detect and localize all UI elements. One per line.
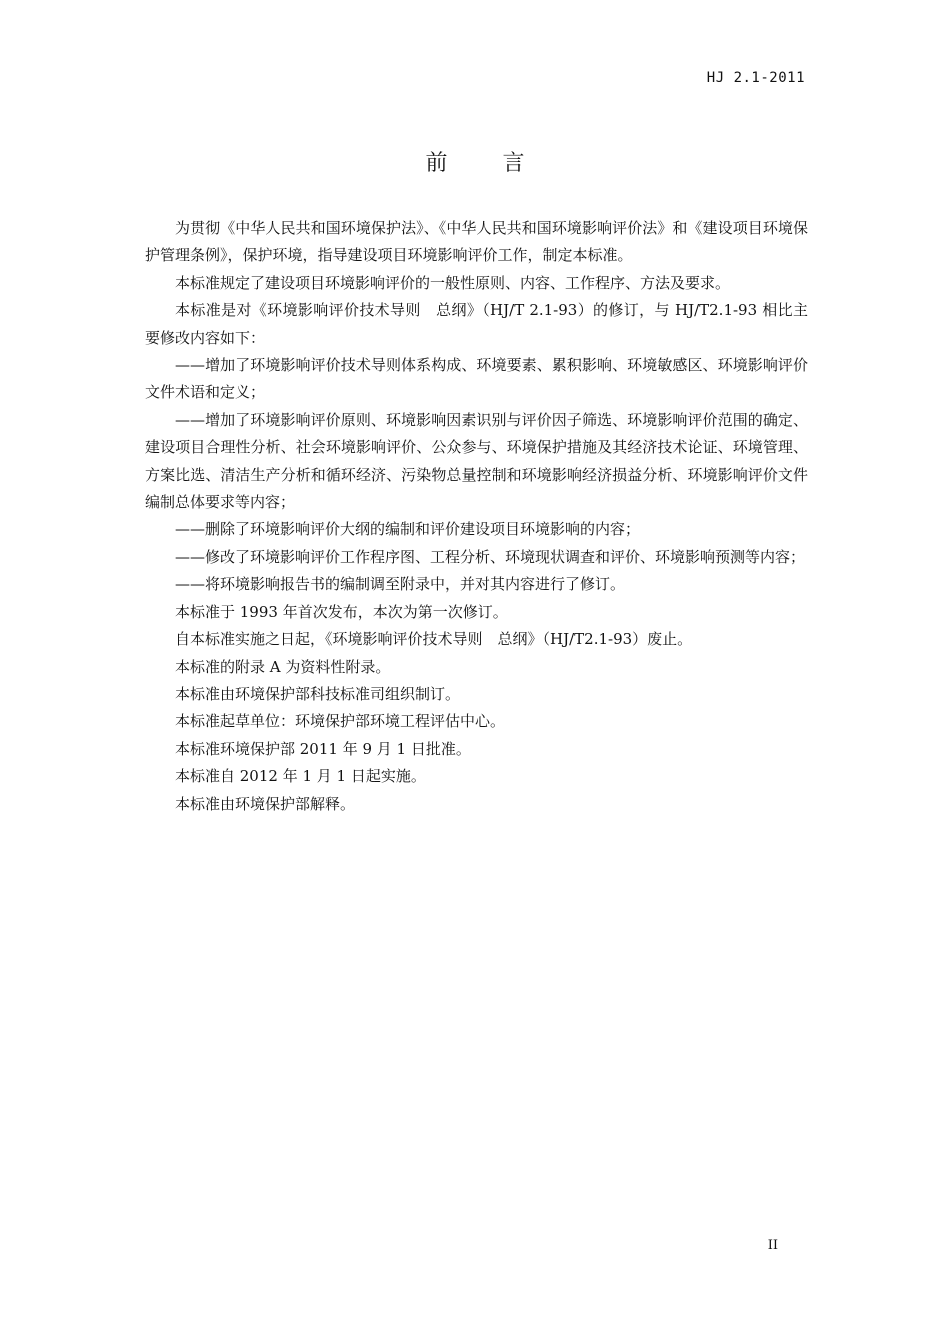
foreword-body	[145, 215, 808, 818]
revision-item: ——修改了环境影响评价工作程序图、工程分析、环境现状调查和评价、环境影响预测等内容；	[175, 547, 806, 566]
revision-item: ——增加了环境影响评价原则、环境影响因素识别与评价因子筛选、环境影响评价范围的确定、建设项目合理性分析、社会环境影响评价、公众参与、环境保护措施及其经济技术论证、环境管理、方案比选、清洁生产分析和循环经济、污染物总量控制和环境影响经济损益分析、环境影响评价文件编制总体要求等内容；	[145, 410, 808, 512]
paragraph-interpretation: 本标准由环境保护部解释。	[175, 794, 356, 813]
paragraph-drafter: 本标准起草单位：环境保护部环境工程评估中心。	[175, 712, 506, 731]
page-title: 前 言	[425, 151, 549, 176]
standard-code: HJ 2.1-2011	[706, 70, 805, 86]
revision-item: ——增加了环境影响评价技术导则体系构成、环境要素、累积影响、环境敏感区、环境影响评价文件术语和定义；	[145, 356, 808, 402]
paragraph-first-release: 本标准于 1993 年首次发布，本次为第一次修订。	[175, 602, 508, 621]
revision-item: ——将环境影响报告书的编制调至附录中，并对其内容进行了修订。	[175, 575, 626, 594]
paragraph-approval: 本标准环境保护部 2011 年 9 月 1 日批准。	[175, 739, 471, 758]
paragraph-appendix: 本标准的附录 A 为资料性附录。	[175, 657, 391, 676]
paragraph-organizer: 本标准由环境保护部科技标准司组织制订。	[175, 684, 461, 703]
paragraph-effective-date: 本标准自 2012 年 1 月 1 日起实施。	[175, 767, 426, 786]
paragraph-abolish: 自本标准实施之日起，《环境影响评价技术导则 总纲》（HJ/T2.1-93）废止。	[175, 630, 693, 649]
paragraph-purpose: 为贯彻《中华人民共和国环境保护法》、《中华人民共和国环境影响评价法》和《建设项目环境保护管理条例》，保护环境，指导建设项目环境影响评价工作，制定本标准。	[145, 219, 808, 265]
revision-item: ——删除了环境影响评价大纲的编制和评价建设项目环境影响的内容；	[175, 520, 641, 539]
page-number: II	[767, 1238, 778, 1253]
paragraph-scope: 本标准规定了建设项目环境影响评价的一般性原则、内容、工作程序、方法及要求。	[175, 273, 731, 292]
paragraph-revision-intro: 本标准是对《环境影响评价技术导则 总纲》（HJ/T 2.1-93）的修订，与 HJ/T2.1-93 相比主要修改内容如下：	[145, 301, 808, 347]
